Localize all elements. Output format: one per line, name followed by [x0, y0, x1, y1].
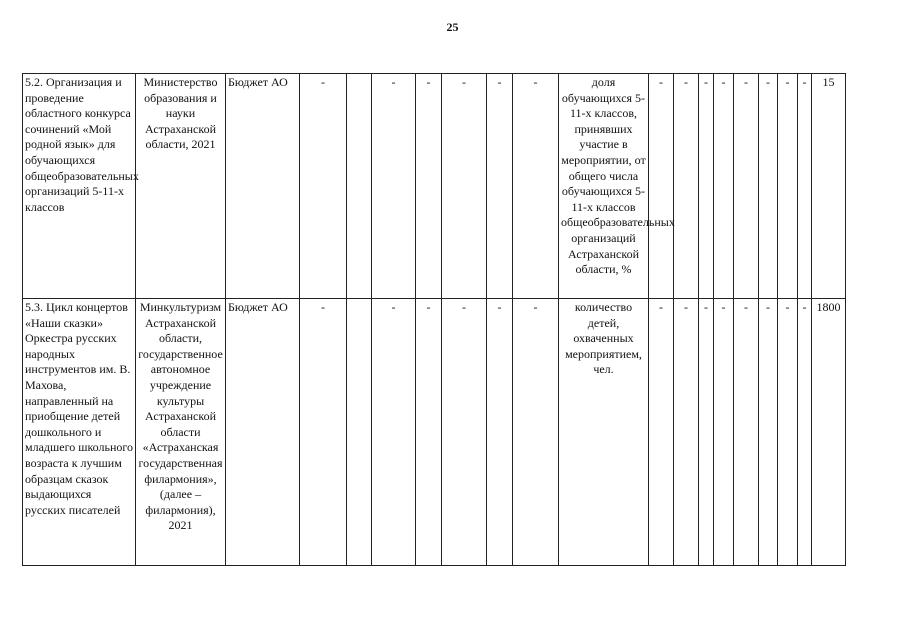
funding-dash-cell: - — [513, 74, 559, 299]
funding-dash-cell: - — [513, 299, 559, 566]
funding-dash-cell: - — [442, 299, 487, 566]
indicator-dash-cell: - — [778, 299, 798, 566]
funding-dash-cell: - — [442, 74, 487, 299]
funding-source-cell: Бюджет АО — [226, 74, 300, 299]
funding-dash-cell: - — [487, 74, 513, 299]
activity-name-cell: 5.3. Цикл концертов «Наши сказки» Оркестра русских народных инструментов им. В. Махова, направленный на приобщение детей дошкольного и младшего школьного возраста к лучшим образцам сказок выдающихся русских писателей — [23, 299, 136, 566]
funding-dash-cell: - — [416, 299, 442, 566]
funding-dash-cell: - — [416, 74, 442, 299]
indicator-dash-cell: - — [798, 74, 812, 299]
funding-empty-cell — [347, 299, 372, 566]
indicator-dash-cell: - — [699, 74, 714, 299]
indicator-cell: количество детей, охваченных мероприятием, чел. — [559, 299, 649, 566]
indicator-dash-cell: - — [649, 74, 674, 299]
indicator-dash-cell: - — [759, 299, 778, 566]
table-row — [23, 299, 846, 566]
funding-dash-cell: - — [487, 299, 513, 566]
executor-cell: Министерство образования и науки Астраханской области, 2021 — [136, 74, 226, 299]
indicator-dash-cell: - — [734, 74, 759, 299]
funding-empty-cell — [347, 74, 372, 299]
indicator-cell: доля обучающихся 5-11-х классов, принявших участие в мероприятии, от общего числа обучающихся 5-11-х классов общеобразовательных организаций Астраханской области, % — [559, 74, 649, 299]
indicator-dash-cell: - — [798, 299, 812, 566]
indicator-dash-cell: - — [674, 299, 699, 566]
activity-name-cell: 5.2. Организация и проведение областного конкурса сочинений «Мой родной язык» для обучающихся общеобразовательных организаций 5-11-х классов — [23, 74, 136, 299]
table-row — [23, 74, 846, 299]
funding-dash-cell: - — [372, 299, 416, 566]
indicator-dash-cell: - — [699, 299, 714, 566]
funding-source-cell: Бюджет АО — [226, 299, 300, 566]
target-value-cell: 15 — [812, 74, 846, 299]
indicator-dash-cell: - — [759, 74, 778, 299]
indicator-dash-cell: - — [674, 74, 699, 299]
indicator-dash-cell: - — [714, 74, 734, 299]
page-number: 25 — [446, 20, 459, 34]
activity-table — [22, 73, 846, 566]
funding-dash-cell: - — [300, 299, 347, 566]
target-value-cell: 1800 — [812, 299, 846, 566]
funding-dash-cell: - — [300, 74, 347, 299]
indicator-dash-cell: - — [714, 299, 734, 566]
funding-dash-cell: - — [372, 74, 416, 299]
indicator-dash-cell: - — [649, 299, 674, 566]
indicator-dash-cell: - — [778, 74, 798, 299]
executor-cell: Минкультуризм Астраханской области, государственное автономное учреждение культуры Астраханской области «Астраханская государственная филармония», (далее – филармония), 2021 — [136, 299, 226, 566]
indicator-dash-cell: - — [734, 299, 759, 566]
